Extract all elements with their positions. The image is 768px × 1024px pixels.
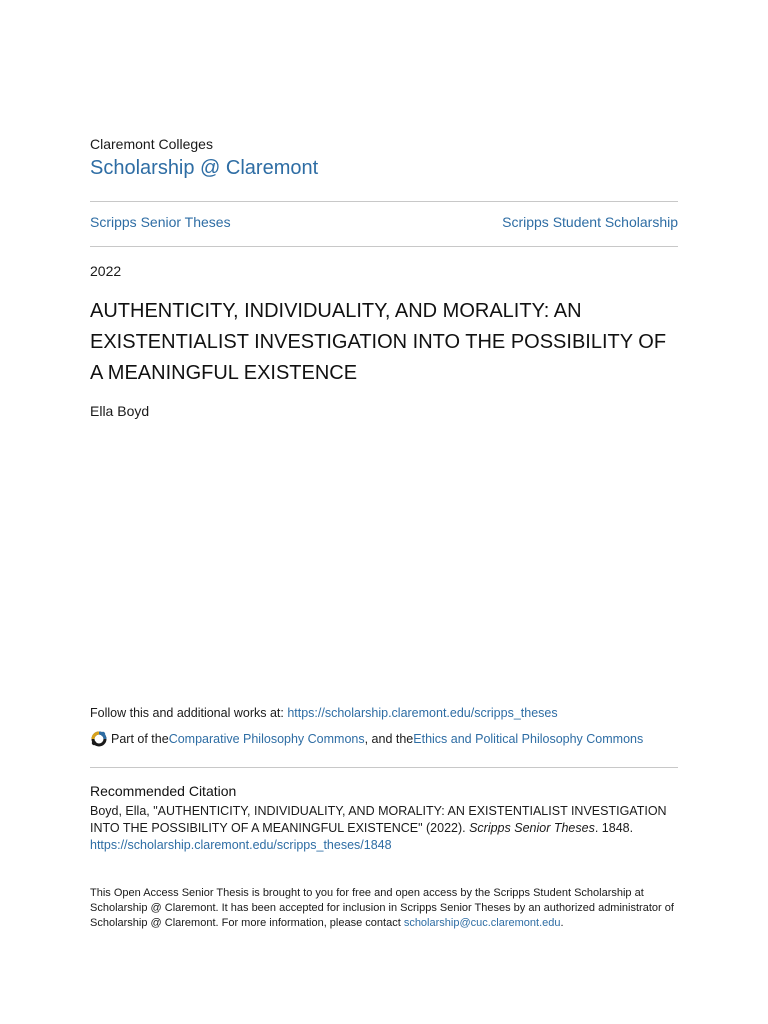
collection-link-senior-theses[interactable]: Scripps Senior Theses	[90, 214, 231, 230]
follow-line	[90, 706, 558, 720]
citation-number: . 1848.	[594, 821, 634, 835]
commons-link-comparative-philosophy[interactable]: Comparative Philosophy Commons	[168, 732, 365, 746]
part-of-prefix: Part of the	[111, 732, 169, 746]
repository-link[interactable]: Scholarship @ Claremont	[90, 157, 319, 179]
commons-link-ethics-political-philosophy[interactable]: Ethics and Political Philosophy Commons	[413, 732, 644, 746]
collections-bar	[90, 214, 678, 230]
network-icon	[90, 730, 108, 748]
citation-link[interactable]: https://scholarship.claremont.edu/scripps_theses/1848	[90, 838, 392, 852]
publication-year: 2022	[90, 263, 122, 279]
divider	[90, 246, 678, 247]
citation-heading: Recommended Citation	[90, 783, 237, 799]
access-statement-text: This Open Access Senior Thesis is brought to you for free and open access by the Scripps Student Scholarship at Scholarship @ Claremont. It has been accepted for inclusion in Scripps Senior Theses by an authorized administrator of Scholarship @ Claremont. For more information, please contact	[90, 887, 674, 929]
part-of-middle: , and the	[364, 732, 414, 746]
citation-text: Boyd, Ella, "AUTHENTICITY, INDIVIDUALITY, AND MORALITY: AN EXISTENTIALIST INVESTIGATION INTO THE POSSIBILITY OF A MEANINGFUL EXISTENCE" (2022).	[90, 804, 667, 835]
collection-link-student-scholarship[interactable]: Scripps Student Scholarship	[502, 214, 678, 230]
divider	[90, 767, 678, 768]
institution-name: Claremont Colleges	[90, 136, 213, 152]
divider	[90, 201, 678, 202]
contact-email-link[interactable]: scholarship@cuc.claremont.edu	[403, 917, 561, 929]
document-title: AUTHENTICITY, INDIVIDUALITY, AND MORALITY: AN EXISTENTIALIST INVESTIGATION INTO THE POSSIBILITY OF A MEANINGFUL EXISTENCE	[90, 300, 667, 384]
citation-block	[90, 803, 678, 854]
author-name: Ella Boyd	[90, 403, 150, 419]
follow-prefix: Follow this and additional works at:	[90, 706, 288, 720]
part-of-line	[90, 730, 643, 748]
access-statement	[90, 886, 678, 931]
citation-journal: Scripps Senior Theses	[469, 821, 595, 835]
access-statement-end: .	[560, 917, 564, 929]
follow-link[interactable]: https://scholarship.claremont.edu/scripps_theses	[287, 706, 558, 720]
